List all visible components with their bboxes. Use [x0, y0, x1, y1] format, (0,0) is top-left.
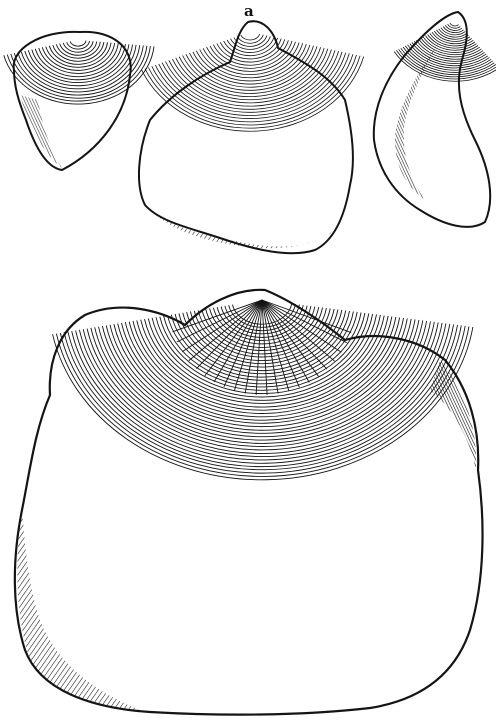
shell-elongated-curved	[374, 12, 496, 227]
figure-label-a: a	[244, 2, 254, 20]
shell-large-oyster	[15, 290, 483, 715]
shell-small-rounded	[4, 32, 154, 170]
shell-fan-oyster	[139, 21, 364, 253]
